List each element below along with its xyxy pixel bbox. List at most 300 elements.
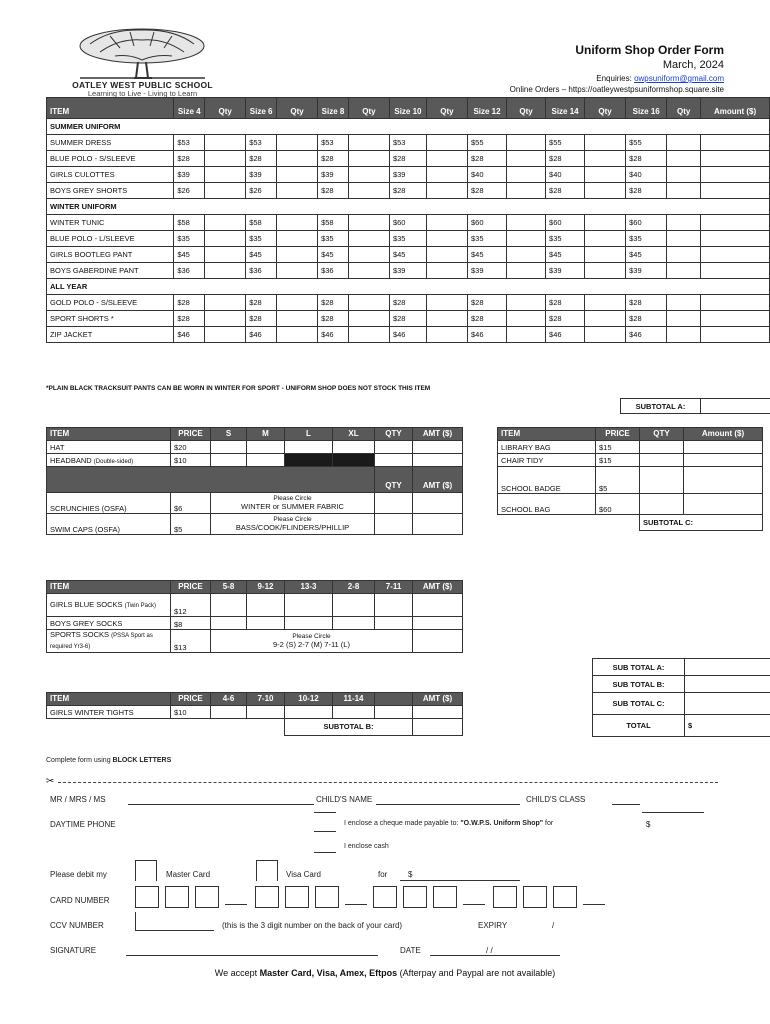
amount-field[interactable] bbox=[701, 231, 770, 247]
table-row bbox=[47, 441, 463, 454]
size-qty-field bbox=[285, 454, 333, 467]
card-digit-box[interactable] bbox=[493, 886, 517, 908]
form-title: Uniform Shop Order Form bbox=[575, 43, 724, 57]
tracksuit-note: *PLAIN BLACK TRACKSUIT PANTS CAN BE WORN IN WINTER FOR SPORT - UNIFORM SHOP DOES NOT STOCK THIS ITEM bbox=[46, 385, 431, 392]
card-digit-box[interactable] bbox=[583, 886, 605, 905]
qty-field[interactable] bbox=[375, 441, 413, 454]
qty-field[interactable] bbox=[667, 247, 701, 263]
size-price: $35 bbox=[246, 231, 277, 247]
qty-field[interactable] bbox=[585, 135, 626, 151]
bags-header-col-1: PRICE bbox=[596, 428, 640, 441]
card-digit-box[interactable] bbox=[433, 886, 457, 908]
subtotal-a-amount[interactable] bbox=[701, 399, 770, 414]
qty-field[interactable] bbox=[205, 247, 246, 263]
table-row bbox=[47, 247, 770, 263]
amount-field[interactable] bbox=[413, 493, 463, 514]
subtotal-c-text: SUBTOTAL C: bbox=[643, 518, 693, 527]
option-circle[interactable] bbox=[211, 514, 375, 535]
card-digit-box[interactable] bbox=[315, 886, 339, 908]
size-price: $28 bbox=[246, 311, 277, 327]
qty-field[interactable] bbox=[667, 135, 701, 151]
item-name: SUMMER DRESS bbox=[47, 135, 174, 151]
size-price: $28 bbox=[468, 183, 507, 199]
size-qty-field[interactable] bbox=[333, 594, 375, 617]
size-price: $28 bbox=[626, 295, 667, 311]
size-price: $39 bbox=[626, 263, 667, 279]
qty-field[interactable] bbox=[277, 167, 318, 183]
size-price: $39 bbox=[389, 263, 426, 279]
item-name: GIRLS WINTER TIGHTS bbox=[47, 706, 171, 719]
qty-field[interactable] bbox=[640, 494, 684, 515]
qty-field[interactable] bbox=[277, 327, 318, 343]
size-price: $46 bbox=[468, 327, 507, 343]
cheque-tick-box[interactable] bbox=[314, 831, 336, 832]
enquiries-email-link[interactable]: owpsuniform@gmail.com bbox=[634, 74, 724, 83]
qty-field[interactable] bbox=[426, 247, 467, 263]
qty-field[interactable] bbox=[667, 295, 701, 311]
accessories-header-col-7: AMT ($) bbox=[413, 428, 463, 441]
size-price: $28 bbox=[389, 311, 426, 327]
qty-field[interactable] bbox=[585, 295, 626, 311]
qty-field[interactable] bbox=[277, 215, 318, 231]
item-name: SCHOOL BADGE bbox=[498, 467, 596, 494]
qty-field[interactable] bbox=[277, 135, 318, 151]
size-price: $28 bbox=[174, 295, 205, 311]
tights-table bbox=[46, 692, 463, 736]
tights-header-col-7: AMT ($) bbox=[413, 693, 463, 706]
card-digit-box[interactable] bbox=[225, 886, 247, 905]
size-price: $60 bbox=[389, 215, 426, 231]
card-digit-box[interactable] bbox=[373, 886, 397, 908]
date-line bbox=[430, 955, 560, 956]
size-qty-field[interactable] bbox=[247, 594, 285, 617]
parent-name-field[interactable] bbox=[128, 804, 314, 805]
amt-header: AMT ($) bbox=[413, 467, 463, 493]
qty-field[interactable] bbox=[205, 231, 246, 247]
size-qty-field[interactable] bbox=[333, 441, 375, 454]
size-price: $40 bbox=[468, 167, 507, 183]
size-qty-field[interactable] bbox=[247, 706, 285, 719]
enquiries-label: Enquiries: bbox=[596, 74, 635, 83]
size-qty-field[interactable] bbox=[375, 594, 413, 617]
ccv-label: CCV NUMBER bbox=[50, 921, 104, 930]
bags-table bbox=[497, 427, 763, 531]
uniform-table bbox=[46, 97, 770, 343]
size-price: $60 bbox=[546, 215, 585, 231]
qty-field[interactable] bbox=[205, 295, 246, 311]
amount-field[interactable] bbox=[413, 594, 463, 617]
size-price: $46 bbox=[626, 327, 667, 343]
qty-field[interactable] bbox=[375, 454, 413, 467]
qty-field[interactable] bbox=[585, 215, 626, 231]
total-b-amount[interactable] bbox=[685, 676, 770, 693]
tights-header-col-6 bbox=[375, 693, 413, 706]
qty-field[interactable] bbox=[640, 441, 684, 454]
qty-field[interactable] bbox=[585, 327, 626, 343]
price: $20 bbox=[171, 441, 211, 454]
size-price: $45 bbox=[468, 247, 507, 263]
qty-field[interactable] bbox=[426, 311, 467, 327]
size-qty-field[interactable] bbox=[247, 454, 285, 467]
size-qty-field[interactable] bbox=[333, 706, 375, 719]
table-row bbox=[47, 231, 770, 247]
qty-field[interactable] bbox=[507, 295, 546, 311]
uniform-header-col-2: Qty bbox=[205, 98, 246, 119]
cheque-text bbox=[344, 820, 553, 827]
total-b-label: SUB TOTAL B: bbox=[593, 676, 685, 693]
amount-field[interactable] bbox=[413, 617, 463, 630]
accessories-header-col-6: QTY bbox=[375, 428, 413, 441]
amount-field[interactable] bbox=[413, 454, 463, 467]
qty-field[interactable] bbox=[277, 311, 318, 327]
item-name: WINTER TUNIC bbox=[47, 215, 174, 231]
child-class-extra-line bbox=[642, 812, 704, 813]
qty-field[interactable] bbox=[507, 215, 546, 231]
blank bbox=[498, 515, 640, 531]
mastercard-checkbox[interactable] bbox=[135, 860, 157, 881]
school-logo bbox=[60, 24, 225, 100]
qty-field[interactable] bbox=[205, 151, 246, 167]
school-tagline: Learning to Live - Living to Learn bbox=[87, 89, 198, 98]
qty-field[interactable] bbox=[667, 215, 701, 231]
qty-field[interactable] bbox=[426, 183, 467, 199]
amount-field[interactable] bbox=[684, 454, 763, 467]
amount-field[interactable] bbox=[413, 706, 463, 719]
item-note: (Double-sided) bbox=[93, 458, 134, 465]
qty-field[interactable] bbox=[426, 135, 467, 151]
subtotal-a-row bbox=[620, 398, 770, 414]
item-name: LIBRARY BAG bbox=[498, 441, 596, 454]
size-qty-field[interactable] bbox=[285, 706, 333, 719]
amount-field[interactable] bbox=[701, 183, 770, 199]
total-a-amount[interactable] bbox=[685, 659, 770, 676]
option-choices[interactable]: WINTER or SUMMER FABRIC bbox=[241, 502, 344, 511]
size-qty-field[interactable] bbox=[333, 617, 375, 630]
table-row bbox=[47, 617, 463, 630]
item-label: BOYS GREY SOCKS bbox=[50, 618, 123, 628]
qty-field[interactable] bbox=[667, 167, 701, 183]
table-row bbox=[47, 514, 463, 535]
blank bbox=[47, 719, 285, 736]
qty-field[interactable] bbox=[277, 183, 318, 199]
item-name: SWIM CAPS (OSFA) bbox=[47, 514, 171, 535]
qty-field[interactable] bbox=[375, 493, 413, 514]
qty-field[interactable] bbox=[348, 135, 389, 151]
size-price: $46 bbox=[389, 327, 426, 343]
item-name bbox=[47, 617, 171, 630]
subtotal-c-label bbox=[640, 515, 763, 531]
qty-field[interactable] bbox=[585, 231, 626, 247]
ccv-field[interactable] bbox=[135, 912, 214, 931]
qty-field[interactable] bbox=[426, 231, 467, 247]
subtotal-b-amount[interactable] bbox=[413, 719, 463, 736]
tights-header-col-4: 10-12 bbox=[285, 693, 333, 706]
size-qty-field bbox=[333, 454, 375, 467]
table-row bbox=[47, 706, 463, 719]
size-qty-field[interactable] bbox=[285, 441, 333, 454]
amount-field[interactable] bbox=[701, 247, 770, 263]
amount-field[interactable] bbox=[701, 167, 770, 183]
cheque-amount[interactable]: $ bbox=[646, 820, 651, 829]
qty-field[interactable] bbox=[667, 183, 701, 199]
price: $60 bbox=[596, 494, 640, 515]
size-price: $46 bbox=[246, 327, 277, 343]
qty-field[interactable] bbox=[277, 151, 318, 167]
table-row bbox=[47, 327, 770, 343]
qty-field[interactable] bbox=[640, 454, 684, 467]
qty-field[interactable] bbox=[426, 263, 467, 279]
uniform-header-col-1: Size 4 bbox=[174, 98, 205, 119]
table-row bbox=[498, 441, 763, 454]
qty-field[interactable] bbox=[507, 135, 546, 151]
qty-field[interactable] bbox=[348, 327, 389, 343]
grand-total-amount[interactable]: $ bbox=[685, 715, 770, 737]
amount-field[interactable] bbox=[684, 467, 763, 494]
card-digit-box[interactable] bbox=[135, 886, 159, 908]
size-qty-field[interactable] bbox=[211, 594, 247, 617]
qty-field[interactable] bbox=[507, 311, 546, 327]
card-number-label: CARD NUMBER bbox=[50, 896, 110, 905]
qty-field[interactable] bbox=[585, 183, 626, 199]
amount-field[interactable] bbox=[701, 295, 770, 311]
amount-field[interactable] bbox=[413, 514, 463, 535]
bags-header-col-0: ITEM bbox=[498, 428, 596, 441]
size-price: $28 bbox=[174, 151, 205, 167]
card-digit-box[interactable] bbox=[165, 886, 189, 908]
socks-table bbox=[46, 580, 463, 653]
price: $10 bbox=[171, 454, 211, 467]
size-price: $55 bbox=[468, 135, 507, 151]
amount-field[interactable] bbox=[413, 630, 463, 653]
qty-field[interactable] bbox=[348, 183, 389, 199]
size-price: $60 bbox=[626, 215, 667, 231]
qty-field[interactable] bbox=[585, 247, 626, 263]
size-price: $28 bbox=[318, 295, 349, 311]
qty-field[interactable] bbox=[667, 311, 701, 327]
qty-field[interactable] bbox=[426, 327, 467, 343]
item-label: HAT bbox=[50, 442, 65, 452]
qty-field[interactable] bbox=[585, 167, 626, 183]
size-price: $53 bbox=[174, 135, 205, 151]
qty-field[interactable] bbox=[348, 167, 389, 183]
amount-field[interactable] bbox=[701, 263, 770, 279]
qty-field[interactable] bbox=[205, 263, 246, 279]
scissors-icon: ✂ bbox=[46, 776, 55, 787]
size-price: $39 bbox=[246, 167, 277, 183]
size-qty-field[interactable] bbox=[211, 441, 247, 454]
amount-field[interactable] bbox=[701, 311, 770, 327]
qty-field[interactable] bbox=[640, 467, 684, 494]
table-row bbox=[47, 454, 463, 467]
qty-field[interactable] bbox=[507, 247, 546, 263]
table-row bbox=[47, 295, 770, 311]
qty-field[interactable] bbox=[205, 215, 246, 231]
size-price: $39 bbox=[389, 167, 426, 183]
option-choices[interactable]: 9-2 (S) 2-7 (M) 7-11 (L) bbox=[273, 640, 350, 649]
size-qty-field[interactable] bbox=[247, 441, 285, 454]
qty-field[interactable] bbox=[507, 327, 546, 343]
option-choices[interactable]: BASS/COOK/FLINDERS/PHILLIP bbox=[235, 523, 350, 532]
size-qty-field[interactable] bbox=[211, 706, 247, 719]
qty-field[interactable] bbox=[585, 151, 626, 167]
amount-field[interactable] bbox=[701, 151, 770, 167]
socks-header-col-7: AMT ($) bbox=[413, 581, 463, 594]
size-price: $39 bbox=[174, 167, 205, 183]
item-name: ZIP JACKET bbox=[47, 327, 174, 343]
accessories-header-col-1: PRICE bbox=[171, 428, 211, 441]
amount-field[interactable] bbox=[701, 327, 770, 343]
qty-field[interactable] bbox=[667, 327, 701, 343]
qty-field[interactable] bbox=[507, 231, 546, 247]
school-name: OATLEY WEST PUBLIC SCHOOL bbox=[72, 80, 213, 90]
socks-header-col-5: 2-8 bbox=[333, 581, 375, 594]
size-price: $28 bbox=[468, 151, 507, 167]
amount-field[interactable] bbox=[701, 135, 770, 151]
debit-amount-field[interactable] bbox=[400, 880, 520, 881]
size-price: $28 bbox=[318, 311, 349, 327]
card-digit-box[interactable] bbox=[285, 886, 309, 908]
table-row bbox=[47, 135, 770, 151]
qty-field[interactable] bbox=[507, 167, 546, 183]
qty-field[interactable] bbox=[348, 263, 389, 279]
cash-tick-box[interactable] bbox=[314, 852, 336, 853]
cheque-suffix: for bbox=[543, 820, 554, 827]
size-qty-field[interactable] bbox=[375, 617, 413, 630]
amount-field[interactable] bbox=[684, 494, 763, 515]
item-note: (PSSA Sport as required Yr3-6) bbox=[50, 633, 153, 650]
qty-field[interactable] bbox=[507, 183, 546, 199]
size-qty-field[interactable] bbox=[247, 617, 285, 630]
qty-field[interactable] bbox=[205, 311, 246, 327]
item-name: BLUE POLO - L/SLEEVE bbox=[47, 231, 174, 247]
qty-field[interactable] bbox=[667, 151, 701, 167]
child-class-field[interactable] bbox=[612, 804, 640, 805]
qty-field[interactable] bbox=[277, 247, 318, 263]
qty-field[interactable] bbox=[507, 151, 546, 167]
parent-name-label: MR / MRS / MS bbox=[50, 795, 106, 804]
qty-field[interactable] bbox=[348, 311, 389, 327]
size-price: $53 bbox=[318, 135, 349, 151]
price: $13 bbox=[171, 630, 211, 653]
size-price: $58 bbox=[318, 215, 349, 231]
card-digit-box[interactable] bbox=[195, 886, 219, 908]
item-name: SCRUNCHIES (OSFA) bbox=[47, 493, 171, 514]
amount-field[interactable] bbox=[701, 215, 770, 231]
qty-field[interactable] bbox=[348, 151, 389, 167]
size-qty-field[interactable] bbox=[285, 617, 333, 630]
table-row bbox=[47, 263, 770, 279]
qty-field[interactable] bbox=[585, 311, 626, 327]
uniform-header-col-9: Size 12 bbox=[468, 98, 507, 119]
item-name: SCHOOL BAG bbox=[498, 494, 596, 515]
item-name bbox=[47, 594, 171, 617]
qty-field[interactable] bbox=[277, 231, 318, 247]
size-price: $58 bbox=[174, 215, 205, 231]
qty-field[interactable] bbox=[348, 295, 389, 311]
size-qty-field[interactable] bbox=[211, 617, 247, 630]
blank bbox=[375, 706, 413, 719]
section-title: ALL YEAR bbox=[47, 279, 770, 295]
qty-field[interactable] bbox=[348, 231, 389, 247]
cheque-payee: "O.W.P.S. Uniform Shop" bbox=[460, 820, 544, 827]
option-circle[interactable] bbox=[211, 493, 375, 514]
table-row bbox=[47, 167, 770, 183]
size-price: $28 bbox=[626, 311, 667, 327]
card-digit-box[interactable] bbox=[403, 886, 427, 908]
date-field[interactable]: / / bbox=[486, 946, 493, 955]
size-qty-field[interactable] bbox=[285, 594, 333, 617]
qty-field[interactable] bbox=[277, 295, 318, 311]
card-digit-box[interactable] bbox=[463, 886, 485, 905]
expiry-field[interactable]: / bbox=[552, 921, 555, 930]
qty-field[interactable] bbox=[205, 183, 246, 199]
item-name bbox=[47, 441, 171, 454]
size-qty-field[interactable] bbox=[211, 454, 247, 467]
qty-field[interactable] bbox=[426, 215, 467, 231]
price: $15 bbox=[596, 441, 640, 454]
cash-label: I enclose cash bbox=[344, 843, 389, 850]
qty-field[interactable] bbox=[205, 167, 246, 183]
child-name-field[interactable] bbox=[376, 804, 520, 805]
card-digit-box[interactable] bbox=[523, 886, 547, 908]
total-c-amount[interactable] bbox=[685, 693, 770, 715]
card-digit-box[interactable] bbox=[553, 886, 577, 908]
qty-field[interactable] bbox=[426, 295, 467, 311]
qty-field[interactable] bbox=[277, 263, 318, 279]
size-price: $28 bbox=[389, 183, 426, 199]
price: $12 bbox=[171, 594, 211, 617]
total-c-label: SUB TOTAL C: bbox=[593, 693, 685, 715]
card-digit-box[interactable] bbox=[255, 886, 279, 908]
qty-field[interactable] bbox=[348, 215, 389, 231]
qty-field[interactable] bbox=[426, 151, 467, 167]
qty-field[interactable] bbox=[205, 135, 246, 151]
table-row bbox=[47, 311, 770, 327]
signature-field[interactable] bbox=[126, 955, 378, 956]
payment-methods bbox=[0, 968, 770, 978]
amount-field[interactable] bbox=[413, 441, 463, 454]
qty-field[interactable] bbox=[585, 263, 626, 279]
socks-header-col-6: 7-11 bbox=[375, 581, 413, 594]
visa-checkbox[interactable] bbox=[256, 860, 278, 881]
qty-field[interactable] bbox=[205, 327, 246, 343]
item-name bbox=[47, 630, 171, 653]
size-price: $28 bbox=[546, 151, 585, 167]
visa-label: Visa Card bbox=[286, 870, 321, 879]
size-price: $28 bbox=[318, 183, 349, 199]
size-price: $35 bbox=[389, 231, 426, 247]
ccv-note: (this is the 3 digit number on the back of your card) bbox=[222, 921, 403, 930]
option-circle[interactable] bbox=[211, 630, 413, 653]
qty-field[interactable] bbox=[375, 514, 413, 535]
phone-field[interactable] bbox=[314, 812, 336, 813]
section-title: SUMMER UNIFORM bbox=[47, 119, 770, 135]
qty-field[interactable] bbox=[667, 263, 701, 279]
price: $15 bbox=[596, 454, 640, 467]
qty-field[interactable] bbox=[667, 231, 701, 247]
item-name: SPORT SHORTS * bbox=[47, 311, 174, 327]
amount-field[interactable] bbox=[684, 441, 763, 454]
item-name bbox=[47, 454, 171, 467]
size-price: $28 bbox=[546, 183, 585, 199]
tights-header-col-3: 7-10 bbox=[247, 693, 285, 706]
qty-field[interactable] bbox=[507, 263, 546, 279]
card-digit-box[interactable] bbox=[345, 886, 367, 905]
size-price: $45 bbox=[626, 247, 667, 263]
qty-field[interactable] bbox=[348, 247, 389, 263]
qty-field[interactable] bbox=[426, 167, 467, 183]
uniform-header-col-14: Qty bbox=[667, 98, 701, 119]
